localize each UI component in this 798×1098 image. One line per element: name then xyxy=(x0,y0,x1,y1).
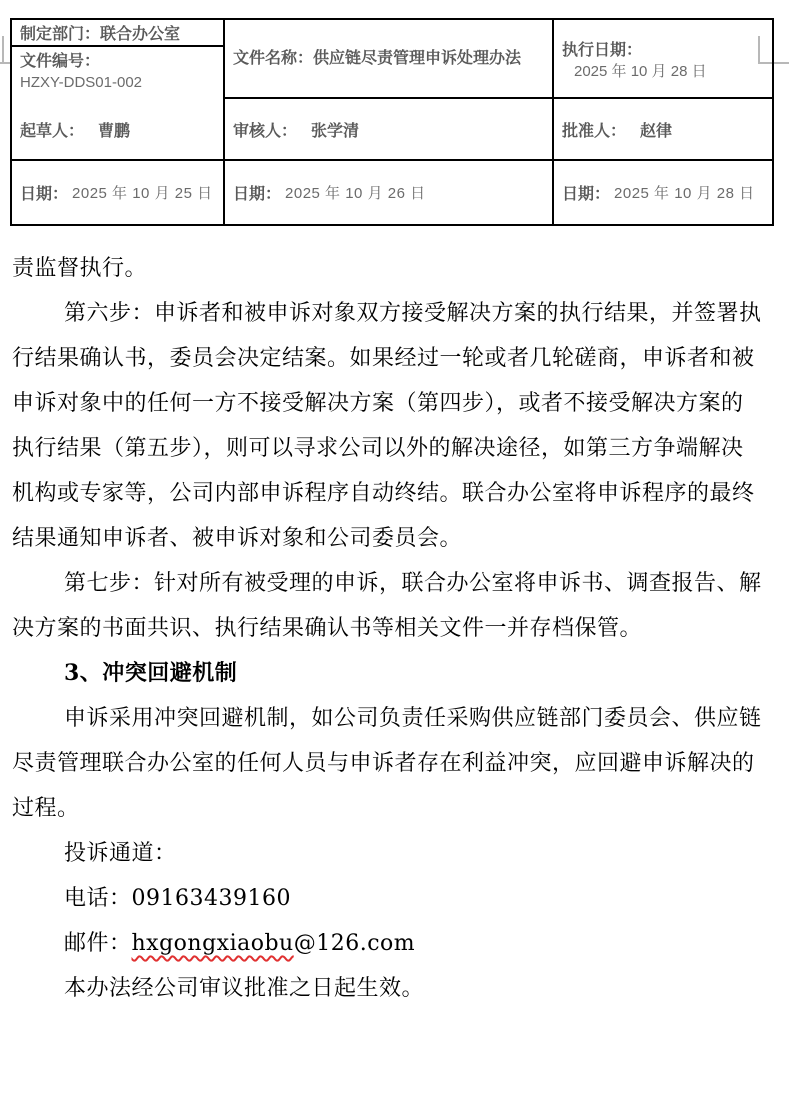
body-line: 执行结果（第五步），则可以寻求公司以外的解决途径，如第三方争端解决 xyxy=(12,436,744,461)
body-line: 电话：09163439160 xyxy=(64,886,291,911)
doc-number-cell xyxy=(12,47,223,97)
draft-date-label: 日期： xyxy=(20,186,69,203)
drafter-cell xyxy=(12,99,225,161)
approver-label: 批准人： xyxy=(562,122,627,140)
draft-date-cell xyxy=(12,161,225,224)
approver-name: 赵律 xyxy=(640,122,673,140)
body-line: 第七步：针对所有被受理的申诉，联合办公室将申诉书、调查报告、解 xyxy=(64,571,762,596)
body-text-part: @126.com xyxy=(293,931,416,956)
approve-date-cell xyxy=(554,161,772,224)
reviewer-name: 张学清 xyxy=(311,122,360,140)
approver-cell xyxy=(554,99,772,161)
approve-date-value: 2025 年 10 月 28 日 xyxy=(614,185,755,202)
body-line: 投诉通道： xyxy=(64,841,177,866)
review-date-label: 日期： xyxy=(233,186,282,203)
doc-number-value: HZXY-DDS01-002 xyxy=(20,74,142,91)
doc-name-text: 文件名称：供应链尽责管理申诉处理办法 xyxy=(233,49,522,67)
body-line: 行结果确认书，委员会决定结案。如果经过一轮或者几轮磋商，申诉者和被 xyxy=(12,346,755,371)
body-line: 3、冲突回避机制 xyxy=(64,660,238,686)
doc-info-table xyxy=(10,18,774,226)
review-date-cell xyxy=(225,161,554,224)
department-cell xyxy=(12,20,223,47)
body-line: 第六步：申诉者和被申诉对象双方接受解决方案的执行结果，并签署执 xyxy=(64,301,762,326)
left-margin-mark xyxy=(2,36,4,63)
drafter-name: 曹鹏 xyxy=(98,122,131,140)
body-line: 结果通知申诉者、被申诉对象和公司委员会。 xyxy=(12,526,463,551)
body-line: 本办法经公司审议批准之日起生效。 xyxy=(64,976,425,1001)
body-line: 过程。 xyxy=(12,796,80,821)
exec-date-cell xyxy=(554,20,772,99)
reviewer-label: 审核人： xyxy=(233,122,298,140)
body-line xyxy=(12,921,778,966)
review-date-value: 2025 年 10 月 26 日 xyxy=(285,185,426,202)
body-text xyxy=(12,246,778,1011)
draft-date-value: 2025 年 10 月 25 日 xyxy=(72,185,213,202)
drafter-label: 起草人： xyxy=(20,122,85,140)
body-line: 责监督执行。 xyxy=(12,256,148,281)
doc-meta-cell xyxy=(12,20,225,99)
body-line: 申诉对象中的任何一方不接受解决方案（第四步），或者不接受解决方案的 xyxy=(12,391,744,416)
department-text: 制定部门：联合办公室 xyxy=(20,26,181,43)
doc-number-label: 文件编号： xyxy=(20,53,101,70)
body-line: 尽责管理联合办公室的任何人员与申诉者存在利益冲突，应回避申诉解决的 xyxy=(12,751,755,776)
reviewer-cell xyxy=(225,99,554,161)
body-line: 申诉采用冲突回避机制，如公司负责任采购供应链部门委员会、供应链 xyxy=(64,706,762,731)
approve-date-label: 日期： xyxy=(562,186,611,203)
exec-date-value: 2025 年 10 月 28 日 xyxy=(574,62,707,80)
email-spellcheck-text: hxgongxiaobu xyxy=(131,931,294,956)
doc-name-cell xyxy=(225,20,554,99)
body-text-part: 邮件： xyxy=(64,931,132,956)
body-line: 机构或专家等，公司内部申诉程序自动终结。联合办公室将申诉程序的最终 xyxy=(12,481,755,506)
body-line: 决方案的书面共识、执行结果确认书等相关文件一并存档保管。 xyxy=(12,616,643,641)
exec-date-label: 执行日期： xyxy=(562,41,643,59)
